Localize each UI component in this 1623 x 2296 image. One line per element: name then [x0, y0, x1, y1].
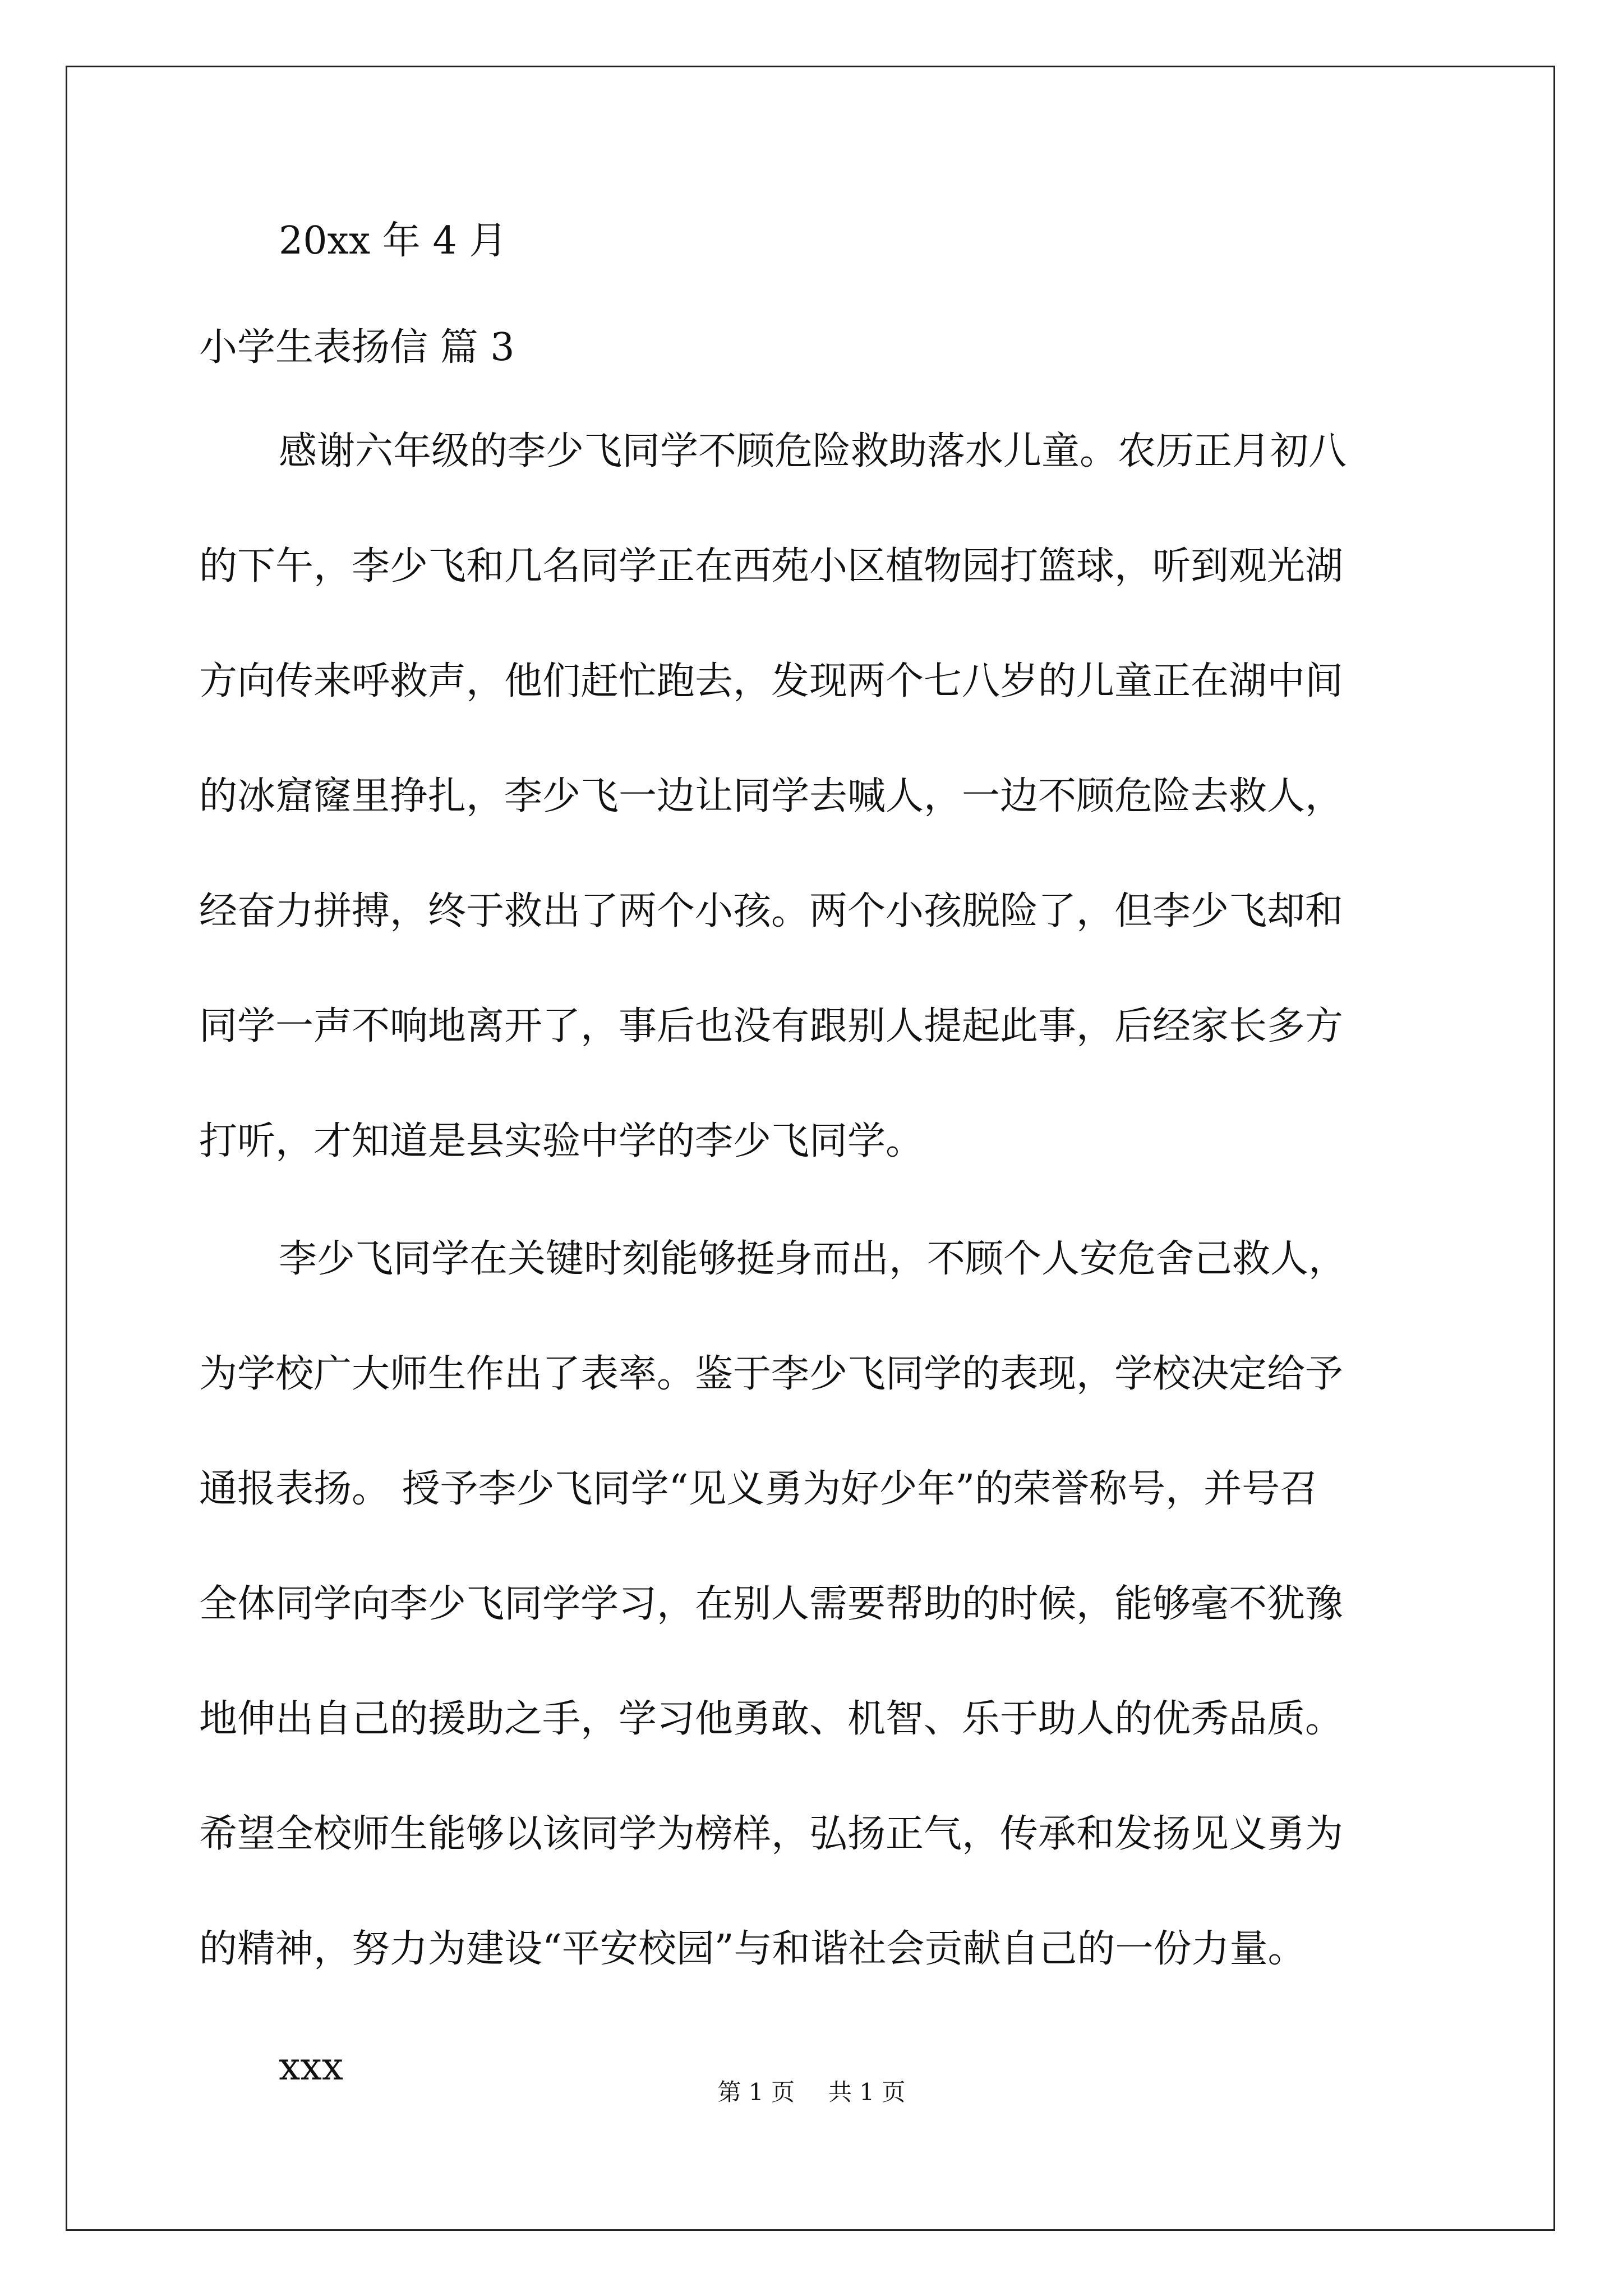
- paragraph-1: [199, 424, 1422, 1170]
- paragraph-line: 方向传来呼救声，他们赶忙跑去，发现两个七八岁的儿童正在湖中间: [199, 659, 1344, 703]
- paragraph-line: 的下午，李少飞和几名同学正在西苑小区植物园打篮球，听到观光湖: [199, 544, 1344, 588]
- letter-date: 20xx 年 4 月: [279, 219, 508, 263]
- paragraph-line: 通报表扬。 授予李少飞同学“见义勇为好少年”的荣誉称号，并号召: [199, 1467, 1318, 1511]
- page-footer: [0, 2076, 1623, 2109]
- paragraph-line: 同学一声不响地离开了，事后也没有跟别人提起此事，后经家长多方: [199, 1004, 1344, 1048]
- paragraph-line: 打听，才知道是县实验中学的李少飞同学。: [199, 1119, 924, 1163]
- page-total: 共 1 页: [828, 2078, 906, 2106]
- paragraph-line: 感谢六年级的李少飞同学不顾危险救助落水儿童。农历正月初八: [279, 429, 1347, 473]
- paragraph-line: 经奋力拼搏，终于救出了两个小孩。两个小孩脱险了，但李少飞却和: [199, 889, 1344, 933]
- letter-body: [199, 213, 1422, 2095]
- paragraph-line: 李少飞同学在关键时刻能够挺身而出，不顾个人安危舍己救人，: [279, 1237, 1347, 1281]
- letter-signature: xxx: [279, 2045, 344, 2089]
- paragraph-2: [199, 1231, 1422, 1977]
- paragraph-line: 的精神，努力为建设“平安校园”与和谐社会贡献自己的一份力量。: [199, 1927, 1306, 1971]
- paragraph-line: 地伸出自己的援助之手，学习他勇敢、机智、乐于助人的优秀品质。: [199, 1697, 1344, 1741]
- paragraph-line: 的冰窟窿里挣扎，李少飞一边让同学去喊人，一边不顾危险去救人，: [199, 774, 1344, 818]
- paragraph-line: 为学校广大师生作出了表率。鉴于李少飞同学的表现，学校决定给予: [199, 1352, 1344, 1396]
- letter-heading: 小学生表扬信 篇 3: [199, 325, 515, 370]
- paragraph-line: 全体同学向李少飞同学学习，在别人需要帮助的时候，能够毫不犹豫: [199, 1582, 1344, 1626]
- paragraph-line: 希望全校师生能够以该同学为榜样，弘扬正气，传承和发扬见义勇为: [199, 1812, 1344, 1856]
- page-number: 第 1 页: [717, 2078, 795, 2106]
